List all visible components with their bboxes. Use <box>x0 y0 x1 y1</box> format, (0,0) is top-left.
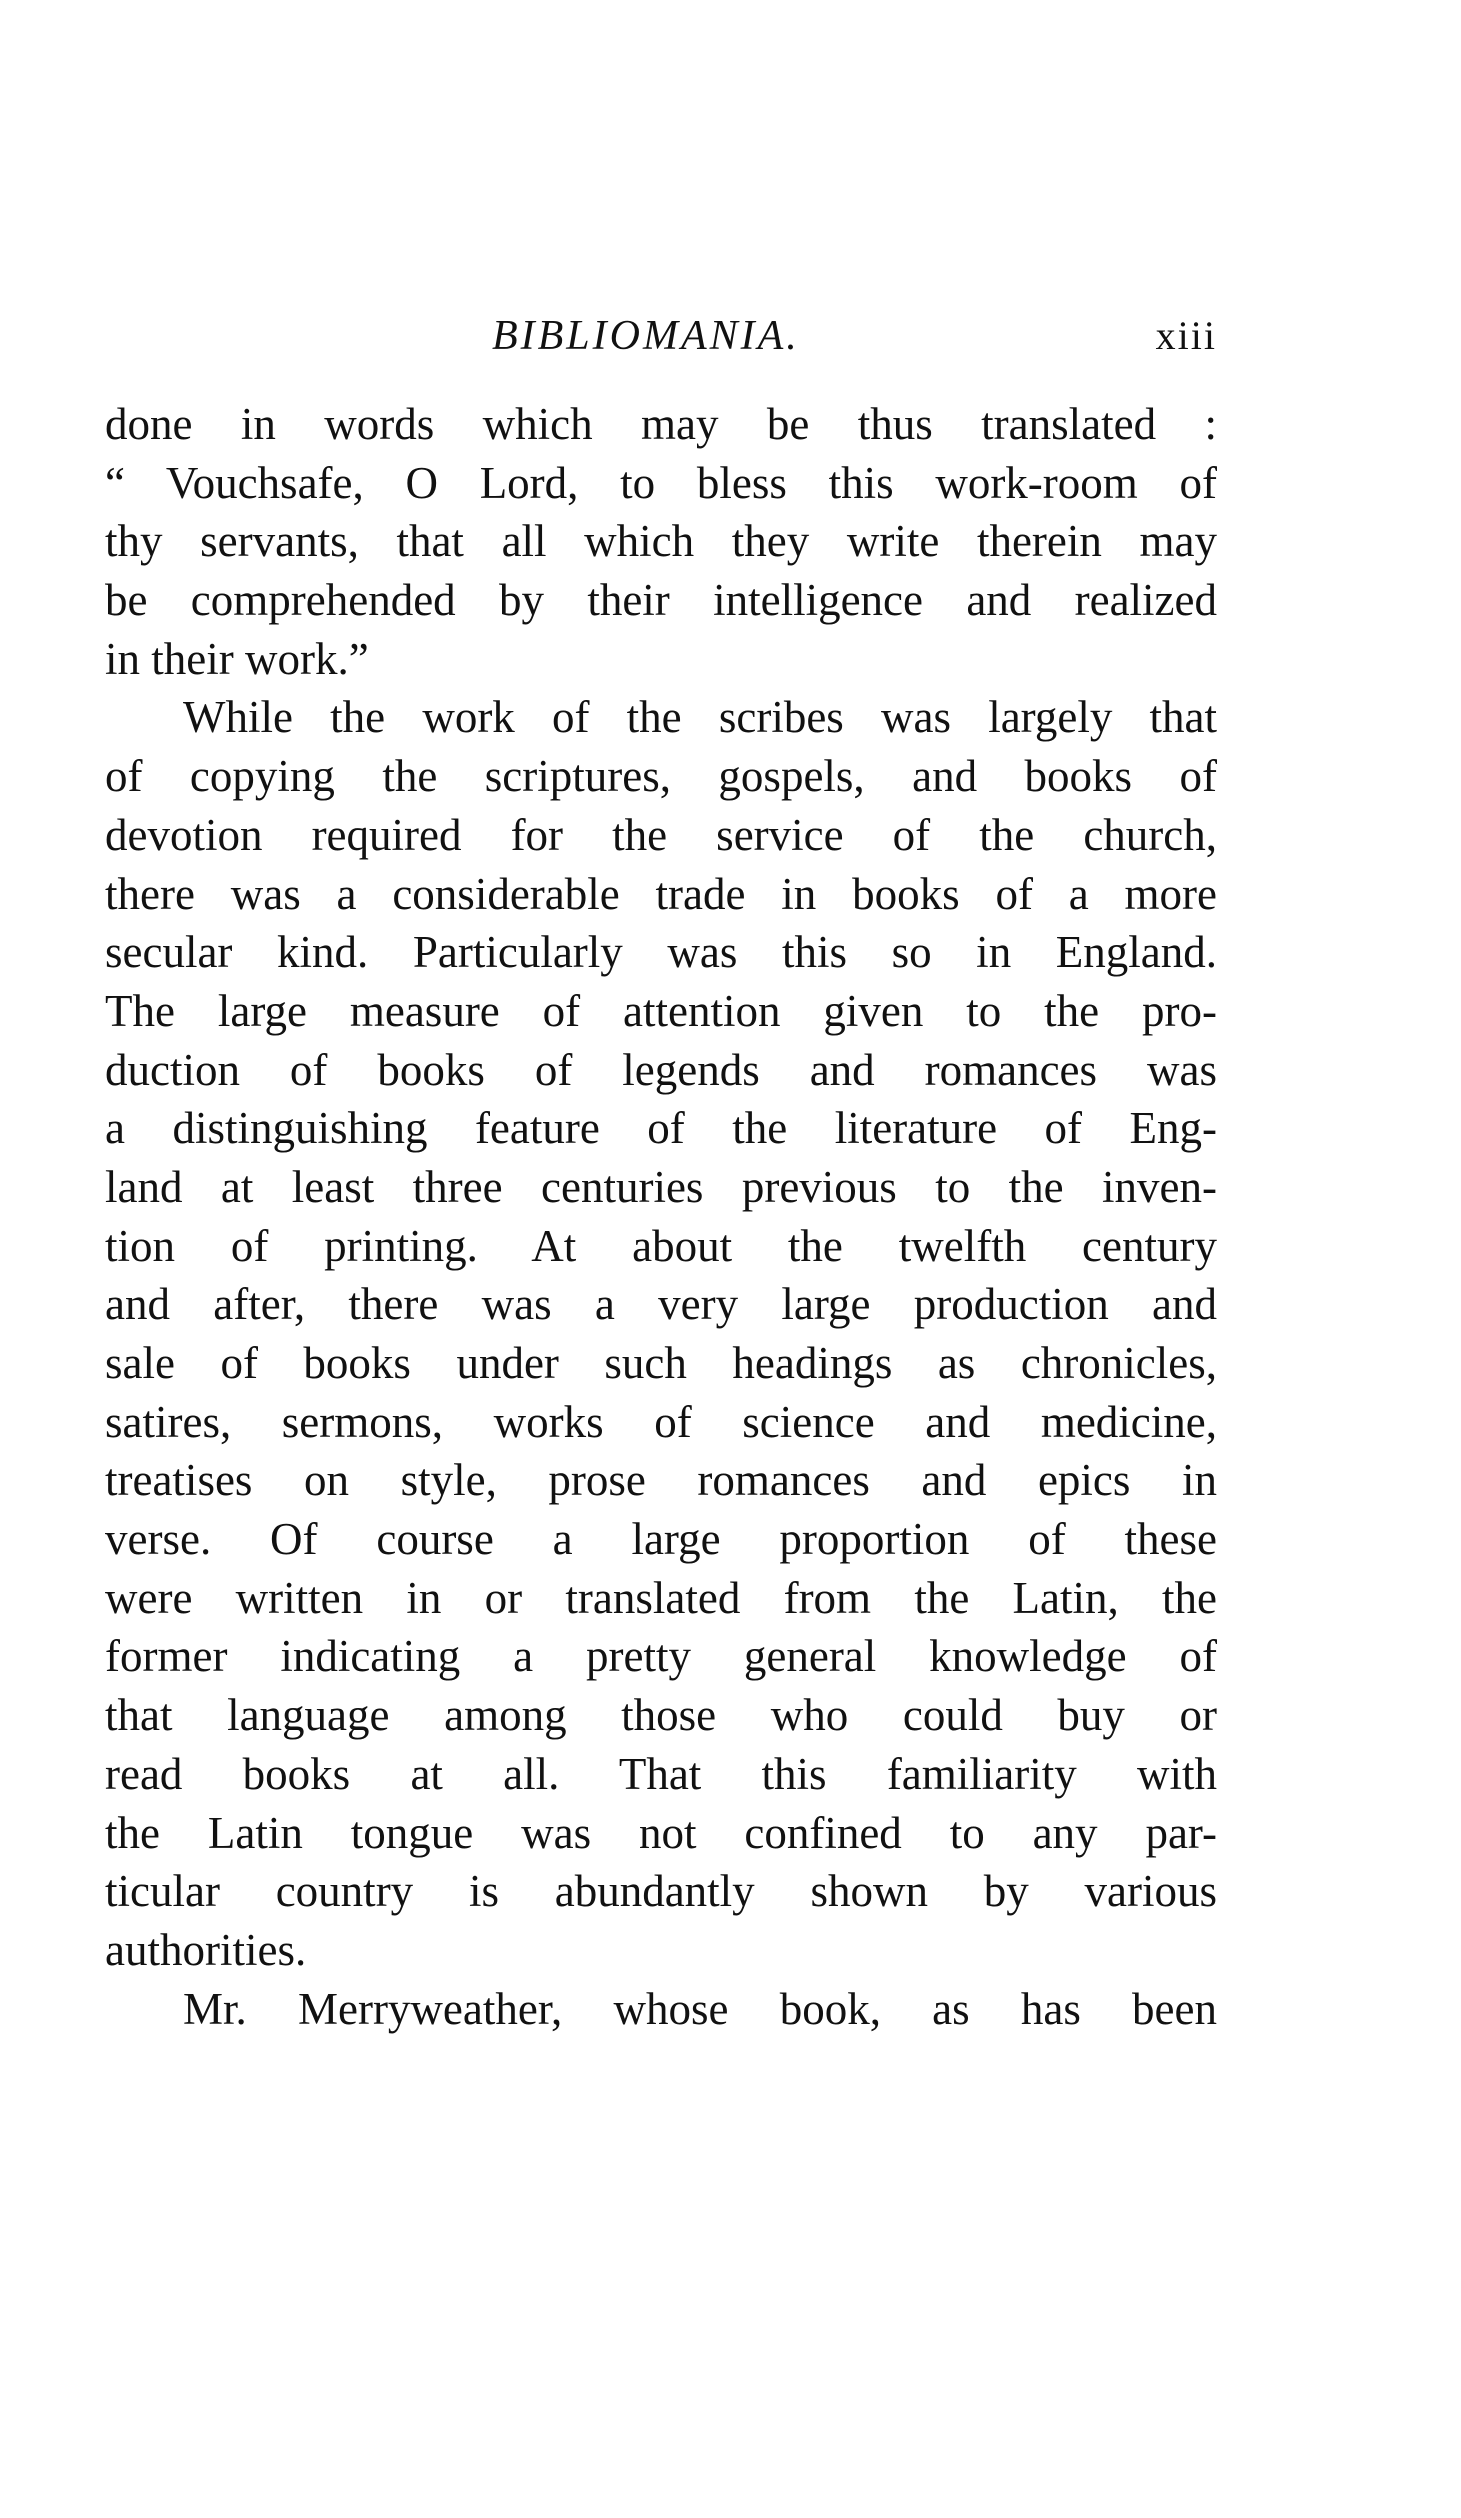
running-header <box>105 308 1217 364</box>
text-line: secular kind. Particularly was this so in England. <box>105 927 1217 978</box>
text-line: of copying the scriptures, gospels, and books of <box>105 751 1217 802</box>
text-line: Mr. Merryweather, whose book, as has been <box>183 1983 1217 2034</box>
text-line: tion of printing. At about the twelfth century <box>105 1220 1217 1271</box>
text-line: sale of books under such headings as chronicles, <box>105 1338 1217 1388</box>
text-line: were written in or translated from the Latin, the <box>105 1572 1217 1623</box>
text-line: The large measure of attention given to the pro- <box>105 985 1217 1036</box>
text-line: authorities. <box>105 1924 307 1975</box>
running-title: BIBLIOMANIA. <box>492 313 800 359</box>
text-line: devotion required for the service of the church, <box>105 809 1217 860</box>
text-line: satires, sermons, works of science and medicine, <box>105 1396 1217 1447</box>
text-line: thy servants, that all which they write therein may <box>105 516 1217 567</box>
text-line: be comprehended by their intelligence and realized <box>105 575 1217 626</box>
text-line: duction of books of legends and romances was <box>105 1044 1217 1095</box>
text-line: that language among those who could buy or <box>105 1690 1217 1741</box>
text-line: treatises on style, prose romances and epics in <box>105 1455 1217 1506</box>
page-number: xiii <box>1155 313 1217 358</box>
text-line: in their work.” <box>105 633 369 684</box>
text-line: the Latin tongue was not confined to any par- <box>105 1807 1217 1858</box>
text-line: land at least three centuries previous to the inven- <box>105 1161 1217 1212</box>
text-line: While the work of the scribes was largely that <box>183 692 1217 743</box>
text-line: a distinguishing feature of the literature of Eng- <box>105 1103 1217 1154</box>
text-line: verse. Of course a large proportion of these <box>105 1514 1217 1565</box>
body-text <box>105 395 1217 2038</box>
text-line: and after, there was a very large production and <box>105 1279 1217 1330</box>
text-line: done in words which may be thus translated : <box>105 399 1217 449</box>
text-line: “ Vouchsafe, O Lord, to bless this work-room of <box>105 457 1217 508</box>
text-line: former indicating a pretty general knowledge of <box>105 1631 1217 1682</box>
text-line: read books at all. That this familiarity with <box>105 1748 1217 1799</box>
text-line: ticular country is abundantly shown by various <box>105 1866 1217 1917</box>
text-line: there was a considerable trade in books of a more <box>105 868 1217 919</box>
